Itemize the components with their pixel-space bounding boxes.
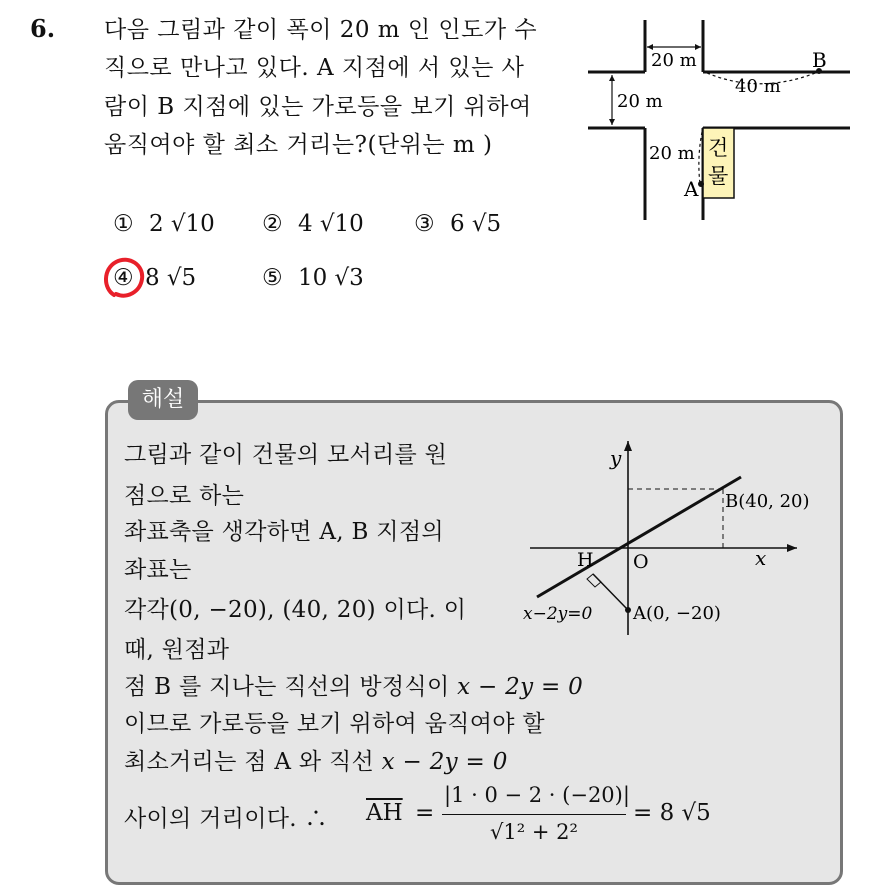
solution-line-8: 이므로 가로등을 보기 위하여 움직여야 할 xyxy=(124,711,545,737)
solution-line-7-text: 점 B 를 지나는 직선의 방정식이 xyxy=(124,674,458,700)
label-top-width: 20 m xyxy=(651,50,697,71)
coordinate-graph xyxy=(515,435,830,640)
choice-4-number: ④ xyxy=(113,265,134,291)
choice-1[interactable] xyxy=(113,211,215,237)
question-line-1: 다음 그림과 같이 폭이 20 m 인 인도가 수 xyxy=(104,17,538,43)
question-line-2: 직으로 만나고 있다. A 지점에 서 있는 사 xyxy=(104,55,525,81)
label-point-b: B xyxy=(812,48,827,72)
point-h-label: H xyxy=(577,549,594,571)
line-equation-label: x−2y=0 xyxy=(523,604,593,624)
solution-line-4: 좌표는 xyxy=(124,557,192,583)
solution-line-9-equation: x − 2y = 0 xyxy=(381,749,508,775)
choice-2-number: ② xyxy=(262,211,283,237)
building-label-2: 물 xyxy=(708,164,729,188)
solution-line-1: 그림과 같이 건물의 모서리를 원 xyxy=(124,442,448,468)
label-point-a: A xyxy=(684,177,699,201)
question-line-4: 움직여야 할 최소 거리는?(단위는 m ) xyxy=(104,132,493,158)
solution-line-10: 사이의 거리이다. ∴ xyxy=(124,806,328,832)
fraction-numerator: |1 · 0 − 2 · (−20)| xyxy=(444,783,630,807)
segment-ah: $\overline{AH}$ xyxy=(366,800,403,826)
building-label-1: 건 xyxy=(708,136,729,160)
choice-5-value: 10 √3 xyxy=(297,265,364,291)
solution-line-9-text: 최소거리는 점 A 와 직선 xyxy=(124,749,382,775)
answer-mark-circle xyxy=(100,255,148,303)
solution-line-7-equation: x − 2y = 0 xyxy=(457,674,584,700)
choice-3-number: ③ xyxy=(414,211,435,237)
label-side-length: 20 m xyxy=(649,143,695,164)
solution-line-7 xyxy=(124,668,583,701)
solution-line-9 xyxy=(124,743,508,776)
point-b-label: B(40, 20) xyxy=(725,491,810,512)
y-axis-label: y xyxy=(610,446,622,470)
fraction-bar xyxy=(442,814,626,815)
solution-tab: 해설 xyxy=(128,380,198,420)
point-a-label: A(0, −20) xyxy=(633,603,721,624)
problem-figure xyxy=(585,20,860,230)
choice-2[interactable] xyxy=(262,211,364,237)
choice-3-value: 6 √5 xyxy=(449,211,502,237)
choice-3[interactable] xyxy=(414,211,501,237)
solution-line-5: 각각(0, −20), (40, 20) 이다. 이 xyxy=(124,597,467,623)
choice-5-number: ⑤ xyxy=(262,265,283,291)
question-line-3: 람이 B 지점에 있는 가로등을 보기 위하여 xyxy=(104,94,532,120)
solution-line-2: 점으로 하는 xyxy=(124,483,245,509)
equals-sign: = xyxy=(415,800,435,826)
label-left-width: 20 m xyxy=(617,91,663,112)
solution-line-6: 때, 원점과 xyxy=(124,637,230,663)
point-a-dot xyxy=(625,607,631,613)
x-axis-label: x xyxy=(755,546,767,570)
solution-line-3: 좌표축을 생각하면 A, B 지점의 xyxy=(124,519,444,545)
choice-1-value: 2 √10 xyxy=(148,211,215,237)
choice-2-value: 4 √10 xyxy=(297,211,364,237)
fraction-denominator: √1² + 2² xyxy=(490,820,578,844)
choice-5[interactable] xyxy=(262,265,364,291)
point-a-dot xyxy=(698,181,704,187)
line-x-2y xyxy=(537,477,741,597)
choice-1-number: ① xyxy=(113,211,134,237)
label-distance-b: 40 m xyxy=(735,76,781,97)
choice-4-value: 8 √5 xyxy=(144,265,197,291)
question-number: 6. xyxy=(30,14,56,43)
origin-label: O xyxy=(633,551,649,573)
result: = 8 √5 xyxy=(633,800,711,826)
